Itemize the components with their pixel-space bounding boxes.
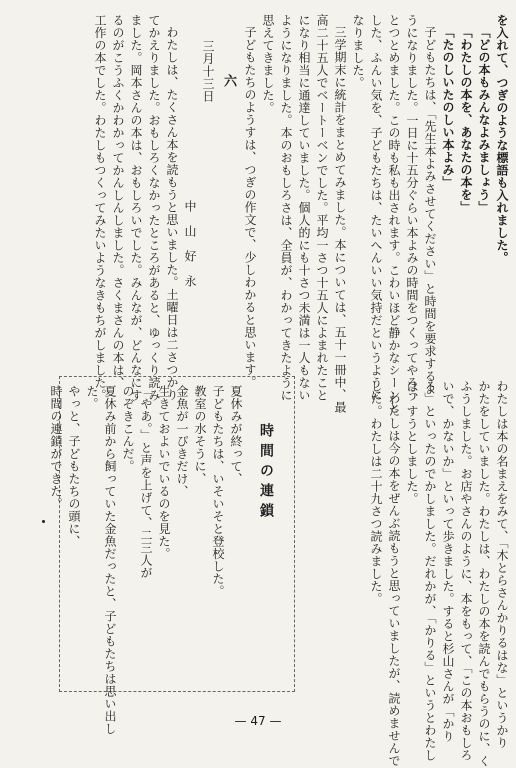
- page-number: — 47 —: [234, 714, 282, 728]
- poem-line: 夏休み前から飼っていた金魚だったと、子どもたちは思い出し: [103, 385, 117, 735]
- text-column: 三学期末に統計をまとめてみました。本については、五十一冊中、最: [333, 26, 347, 414]
- text-column: とつとめました。この時も私も出されます。こわいほど静かなシーンと: [387, 14, 401, 414]
- text-column: になり相当に通達していました。個人的にも十さつ未満は一人もない: [297, 14, 311, 402]
- essay-line: ました。岡本さんの本は、おもしろいでした。みんなが、どんなにす: [129, 14, 143, 402]
- essay-line: わたしは本の名まえをみて、「木とらさんかりるはな」というかり: [495, 380, 509, 749]
- poem-line: 夏休みが終って、: [229, 385, 243, 485]
- poem-line: やっと、子どもたちの頭に、: [67, 385, 81, 548]
- essay-line: 工作の本でした。わたしもつくってみたいようなきもちがしました。: [93, 14, 107, 402]
- essay-line: は、すうとしました。: [405, 380, 419, 505]
- text-column: うになりました。一日に十五分ぐらい本よみの時間をつくってやろう: [405, 14, 419, 402]
- essay-line: いで、かないか」といって歩きました。すると杉山さんが「かり: [441, 380, 455, 743]
- essay-line: わたしは今の本をぜんぶ読もうと思っていましたが、読めませんで: [387, 392, 401, 767]
- essay-line: る」といったのでかしました。だれかが、「かりる」というとわたし: [423, 380, 437, 762]
- text-column: 高二十五人でベートーベンでした。平均一さつ十五人によまれたこと: [315, 14, 329, 402]
- essay-line: した。わたしは二十九さつ読みました。: [369, 380, 383, 605]
- poem-line: 「やあ。」と声を上げて、二三人が: [139, 385, 153, 579]
- essay-line: るのがこうふくかわかってかんしんしました。さくまさんの本は、: [111, 14, 125, 389]
- poem-line: 時間の連鎖ができた。: [49, 385, 63, 510]
- essay-date: 三月十三日: [201, 40, 215, 103]
- essay-author: 中 山 好 永: [183, 200, 197, 288]
- slogan-3: 「たのしいたのしい本よみ」: [441, 26, 455, 189]
- ink-dot: [42, 520, 45, 523]
- poem-line: 教室の水そうに、: [193, 385, 207, 485]
- text-column: 子どもたちのようすは、つぎの作文で、少しわかると思います。: [243, 26, 257, 389]
- essay-line: ふうしました。お店やさんのように、本をもって、「この本おもしろ: [459, 380, 473, 762]
- poem-line: 子どもたちは、いそいそと登校した。: [211, 385, 225, 598]
- text-column: 思えてきました。: [261, 14, 275, 114]
- text-column: ようになりました。本のおもしろさは、全員が、わかってきたように: [279, 14, 293, 402]
- poem-title: 時間の連鎖: [258, 423, 274, 523]
- poem-line: 金魚が一ぴきだけ、: [175, 385, 189, 498]
- slogan-1: 「どの本もみんなよみましょう」: [477, 26, 491, 214]
- text-column: を入れて、つぎのような標語も入れました。: [495, 14, 509, 264]
- poem-line: のぞきこんだ。: [121, 385, 135, 473]
- poem-line: た。: [85, 385, 99, 410]
- slogan-2: 「わたしの本を、あなたの本を」: [459, 26, 473, 214]
- text-column: した、ふんい気を、子どもたちは、たいへんいい気持だというように: [369, 14, 383, 402]
- section-number: 六: [221, 74, 236, 88]
- essay-line: かたをしていました。わたしは、わたしの本を読んでもらうのに、く: [477, 380, 491, 768]
- essay-line: てかえりました。おもしろくなかったところがあると、ゆっくり読み: [147, 14, 161, 402]
- essay-line: わたしは、たくさん本を読もうと思いました。土曜日は二さつかり: [165, 26, 179, 401]
- text-column: なりました。: [351, 14, 365, 89]
- text-column: 子どもたちは、「先生本よみさせてください」と時間を要求するよ: [423, 26, 437, 395]
- poem-line: 生きておよいでいるのを見た。: [157, 385, 171, 560]
